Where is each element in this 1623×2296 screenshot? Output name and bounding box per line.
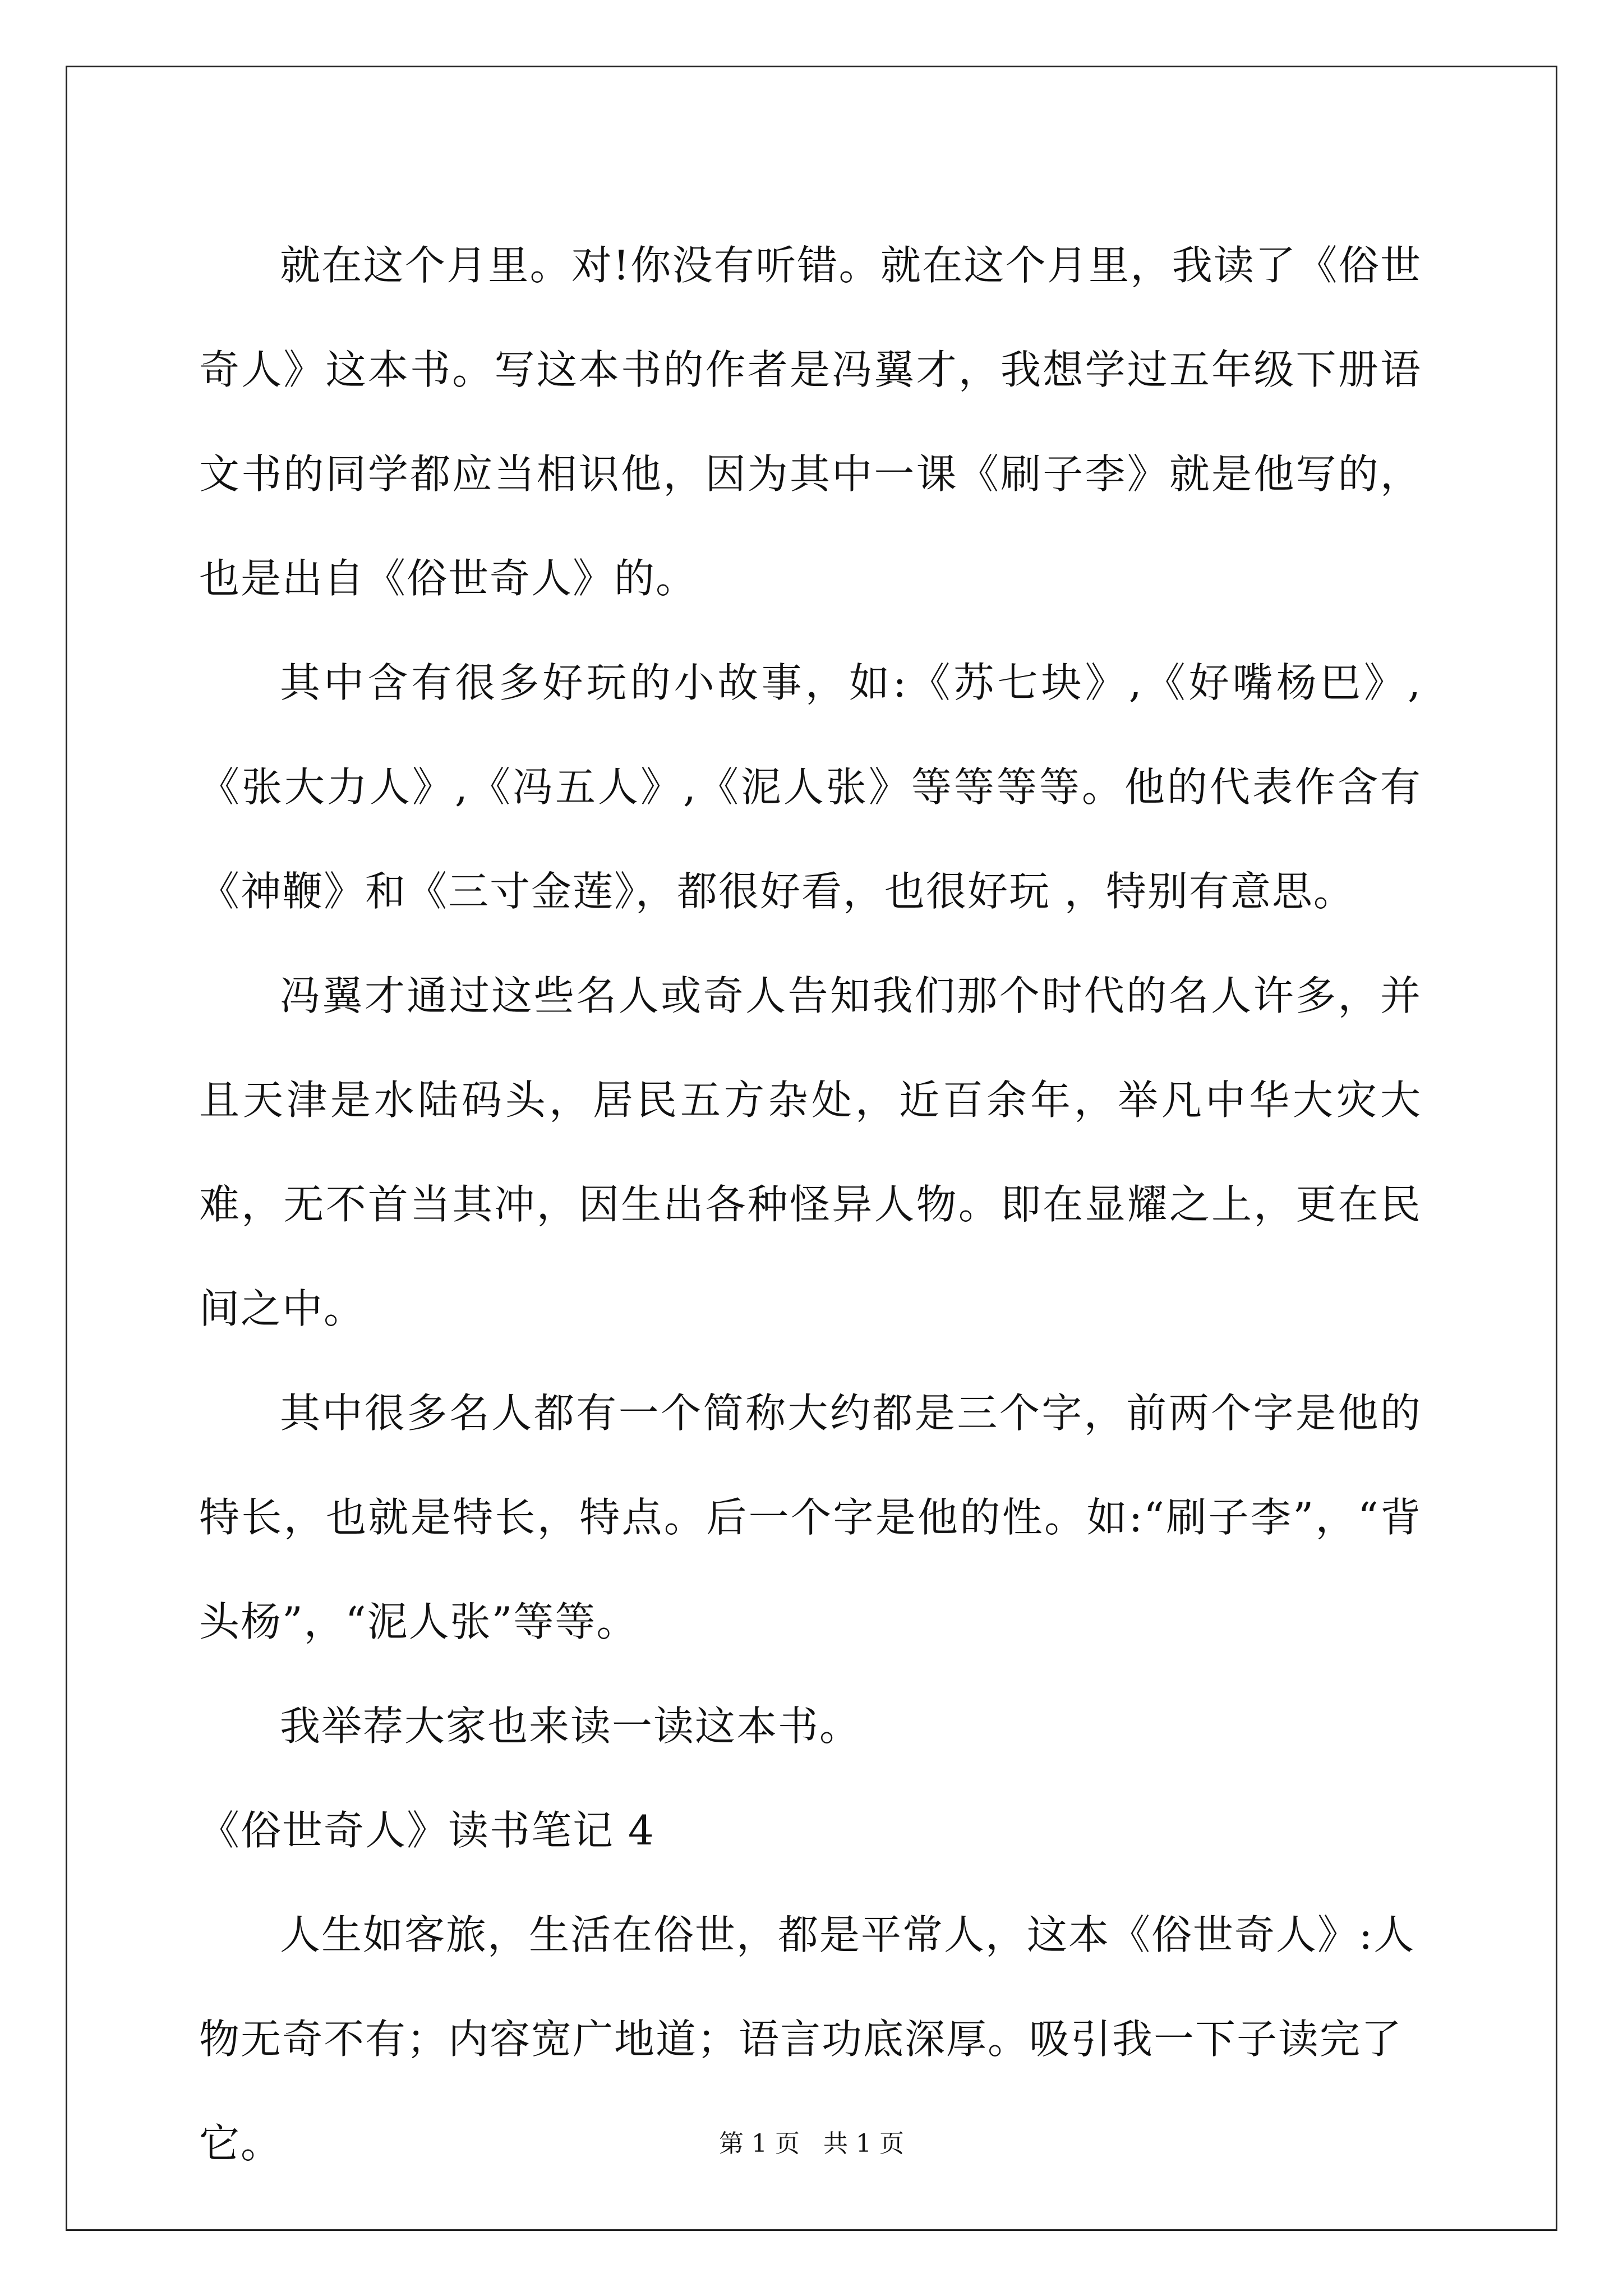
page-footer [0,2127,1623,2161]
paragraph-2: 其中含有很多好玩的小故事，如:《苏七块》,《好嘴杨巴》,《张大力人》,《冯五人》,《泥人张》等等等等。他的代表作含有《神鞭》和《三寸金莲》，都很好看，也很好玩 ，特别有意思。 [199,659,1422,915]
paragraph-1: 就在这个月里。对!你没有听错。就在这个月里，我读了《俗世奇人》这本书。写这本书的作者是冯翼才，我想学过五年级下册语文书的同学都应当相识他，因为其中一课《刷子李》就是他写的，也是出自《俗世奇人》的。 [199,242,1422,602]
document-body [199,213,1422,2196]
paragraph-5: 我举荐大家也来读一读这本书。 [280,1703,861,1750]
section-paragraph-1: 人生如客旅，生活在俗世，都是平常人，这本《俗世奇人》:人物无奇不有；内容宽广地道；语言功底深厚。吸引我一下子读完了它。 [199,1911,1415,2167]
paragraph-3: 冯翼才通过这些名人或奇人告知我们那个时代的名人许多，并且天津是水陆码头，居民五方杂处，近百余年，举凡中华大灾大难，无不首当其冲，因生出各种怪异人物。即在显耀之上，更在民间之中。 [199,972,1422,1332]
section-title: 《俗世奇人》读书笔记 4 [199,1807,655,1854]
page-number-label: 第 1 页 共 1 页 [719,2129,904,2158]
paragraph-4: 其中很多名人都有一个简称大约都是三个字，前两个字是他的特长，也就是特长，特点。后一个字是他的性。如:“刷子李”，“背头杨”，“泥人张”等等。 [199,1389,1422,1645]
